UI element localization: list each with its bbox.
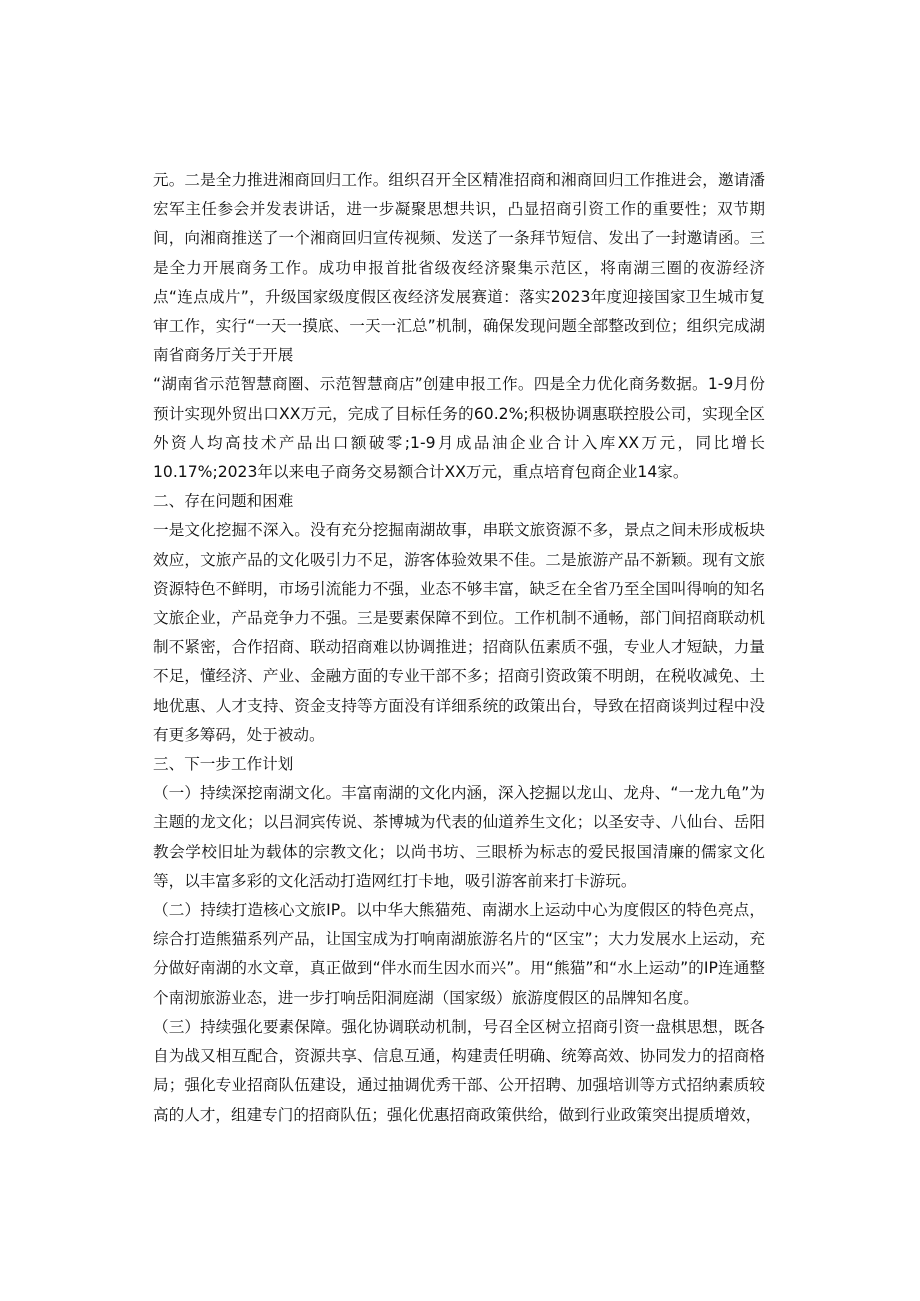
paragraph-problems: 一是文化挖掘不深入。没有充分挖掘南湖故事，串联文旅资源不多，景点之间未形成板块效应，文旅产品的文化吸引力不足，游客体验效果不佳。二是旅游产品不新颖。现有文旅资源特色不鲜明，市场引流能力不强，业态不够丰富，缺乏在全省乃至全国叫得响的知名文旅企业，产品竞争力不强。三是要素保障不到位。工作机制不通畅，部门间招商联动机制不紧密，合作招商、联动招商难以协调推进；招商队伍素质不强，专业人才短缺，力量不足，懂经济、产业、金融方面的专业干部不多；招商引资政策不明朗，在税收减免、土地优惠、人才支持、资金支持等方面没有详细系统的政策出台，导致在招商谈判过程中没有更多筹码，处于被动。 xyxy=(153,521,765,744)
paragraph-plan-culture: （一）持续深挖南湖文化。丰富南湖的文化内涵，深入挖掘以龙山、龙舟、“一龙九龟”为主题的龙文化；以吕洞宾传说、茶博城为代表的仙道养生文化；以圣安寺、八仙台、岳阳教会学校旧址为载体的宗教文化；以尚书坊、三眼桥为标志的爱民报国清廉的儒家文化等，以丰富多彩的文化活动打造网红打卡地，吸引游客前来打卡游玩。 xyxy=(153,784,765,890)
section-heading-problems: 二、存在问题和困难 xyxy=(153,492,294,511)
section-heading-next-steps: 三、下一步工作计划 xyxy=(153,755,294,774)
paragraph-plan-guarantee: （三）持续强化要素保障。强化协调联动机制，号召全区树立招商引资一盘棋思想，既各自为战又相互配合，资源共享、信息互通，构建责任明确、统筹高效、协同发力的招商格局；强化专业招商队伍建设，通过抽调优秀干部、公开招聘、加强培训等方式招纳素质较高的人才，组建专门的招商队伍；强化优惠招商政策供给，做到行业政策突出提质增效， xyxy=(153,1017,765,1124)
paragraph-commerce-data: “湖南省示范智慧商圈、示范智慧商店”创建申报工作。四是全力优化商务数据。1-9月份预计实现外贸出口XX万元，完成了目标任务的60.2%;积极协调惠联控股公司，实现全区外资人均高技术产品出口额破零;1-9月成品油企业合计入库XX万元，同比增长10.17%;2023年以来电子商务交易额合计XX万元，重点培育包商企业14家。 xyxy=(153,375,765,482)
paragraph-plan-ip: （二）持续打造核心文旅IP。以中华大熊猫苑、南湖水上运动中心为度假区的特色亮点，综合打造熊猫系列产品，让国宝成为打响南湖旅游名片的“区宝”；大力发展水上运动，充分做好南湖的水文章，真正做到“伴水而生因水而兴”。用“熊猫”和“水上运动”的IP连通整个南沏旅游业态，进一步打响岳阳洞庭湖（国家级）旅游度假区的品牌知名度。 xyxy=(153,901,765,1007)
document-body xyxy=(153,166,765,1130)
paragraph-investment-and-commerce: 元。二是全力推进湘商回归工作。组织召开全区精准招商和湘商回归工作推进会，邀请潘宏军主任参会并发表讲话，进一步凝聚思想共识，凸显招商引资工作的重要性；双节期间，向湘商推送了一个湘商回归宣传视频、发送了一条拜节短信、发出了一封邀请函。三是全力开展商务工作。成功申报首批省级夜经济聚集示范区，将南湖三圈的夜游经济点“连点成片”，升级国家级度假区夜经济发展赛道：落实2023年度迎接国家卫生城市复审工作，实行“一天一摸底、一天一汇总”机制，确保发现问题全部整改到位；组织完成湖南省商务厅关于开展 xyxy=(153,171,765,365)
